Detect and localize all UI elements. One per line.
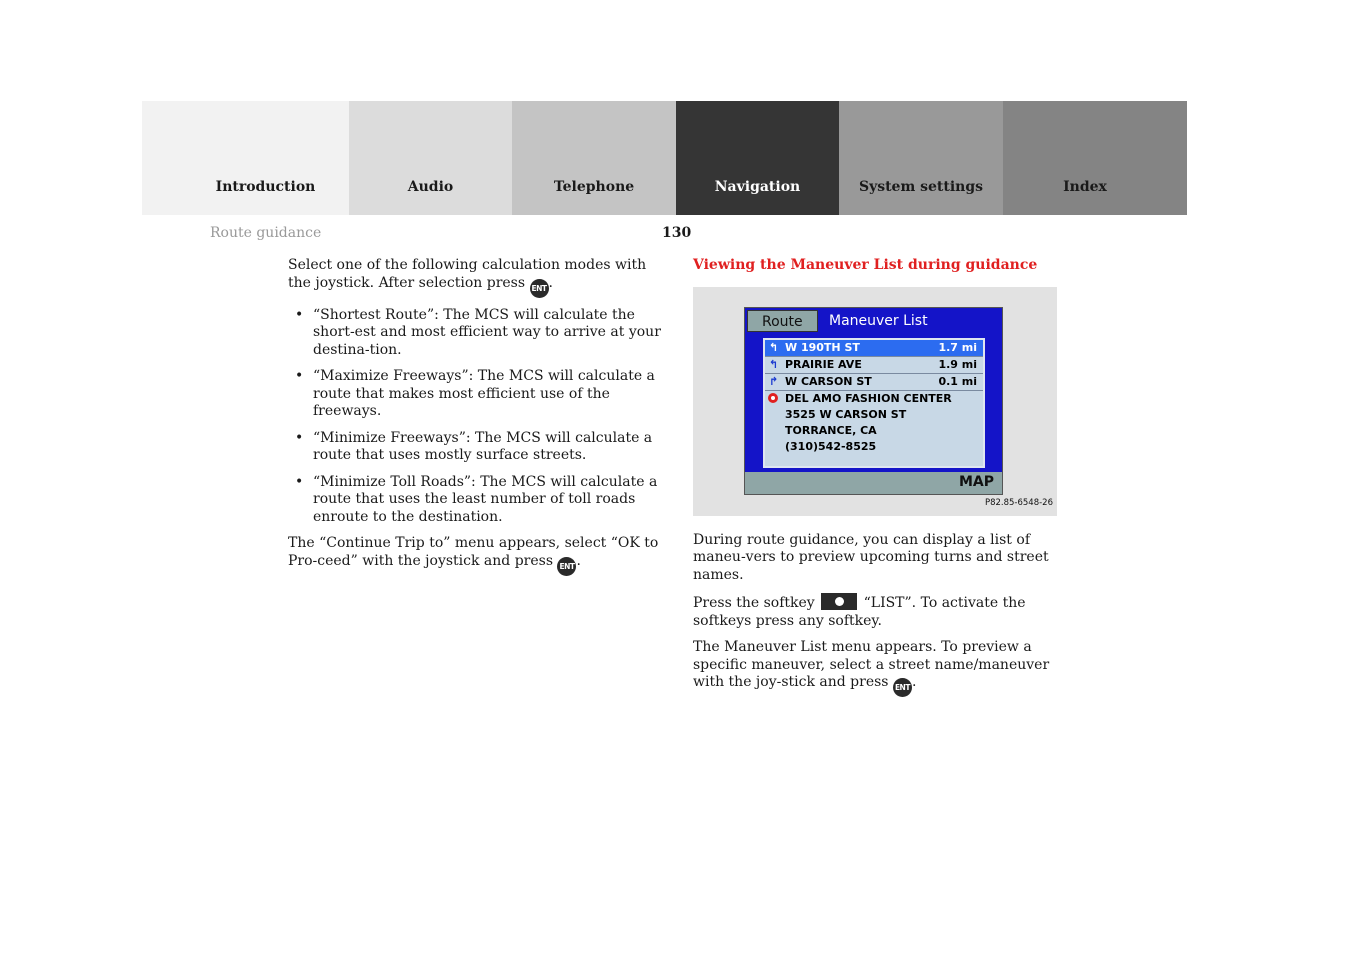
maneuver-street: W 190TH ST [785,340,860,354]
p3-text: The Maneuver List menu appears. To preview a specific maneuver, select a street name/maneuver with the joy-stick and press [693,639,1050,690]
list-item-text: “Minimize Freeways”: The MCS will calculate a route that uses mostly surface streets. [313,429,653,463]
nav-screen [744,307,1003,495]
figure-code: P82.85-6548-26 [984,498,1053,508]
screen-title: Maneuver List [829,312,928,329]
list-item: • “Maximize Freeways”: The MCS will calculate a route that makes most efficient use of the freeways. [295,368,655,419]
tab-index[interactable] [1003,101,1187,215]
tab-label: System settings [858,179,984,195]
maneuver-distance: 0.1 mi [938,374,977,388]
maneuver-list-figure [693,287,1057,516]
list-item-text: “Maximize Freeways”: The MCS will calculate a route that makes most efficient use of the freeways. [313,368,655,419]
p3-end: . [911,674,917,690]
tab-introduction[interactable] [142,101,349,215]
maneuver-distance: 1.9 mi [938,357,977,371]
route-button[interactable]: Route [747,310,818,332]
intro-end: . [548,274,553,291]
maneuver-distance: 1.7 mi [938,340,977,354]
tab-audio[interactable] [349,101,512,215]
paragraph-1: During route guidance, you can display a list of maneu-vers to preview upcoming turns and street names. [693,531,1049,583]
intro-paragraph [288,257,663,298]
softkey-bar [745,472,1002,494]
tab-label: Audio [407,179,454,195]
right-column [693,257,1063,706]
outro-paragraph [288,535,663,576]
tab-label: Index [1063,179,1107,195]
page-number: 130 [662,225,692,241]
tab-system-settings[interactable] [839,101,1003,215]
maneuver-row[interactable] [765,340,983,357]
list-item-text: “Minimize Toll Roads”: The MCS will calculate a route that uses the least number of toll roads enroute to the destination. [313,473,658,525]
mode-list [288,307,663,527]
destination-name: DEL AMO FASHION CENTER [785,391,952,405]
map-button[interactable]: MAP [958,474,994,490]
tab-label: Navigation [714,179,801,195]
chapter-tabs [142,101,1187,215]
section-title: Route guidance [210,225,322,241]
maneuver-row[interactable] [765,357,983,374]
list-item: • “Minimize Freeways”: The MCS will calculate a route that uses mostly surface streets. [295,429,653,463]
intro-text: Select one of the following calculation modes with the joystick. After selection press [288,257,647,291]
destination-street: 3525 W CARSON ST [785,407,907,421]
turn-left-icon: ↰ [769,357,779,371]
outro-text: The “Continue Trip to” menu appears, select “OK to Pro-ceed” with the joystick and press [288,535,659,569]
tab-telephone[interactable] [512,101,676,215]
destination-block[interactable] [765,391,983,455]
ent-button-icon: ENT [893,678,912,697]
list-item: • “Minimize Toll Roads”: The MCS will calculate a route that uses the least number of toll roads enroute to the destination. [295,473,658,525]
list-item-text: “Shortest Route”: The MCS will calculate the short-est and most efficient way to arrive at your destina-tion. [313,306,661,358]
maneuver-row[interactable] [765,374,983,391]
ent-button-icon: ENT [530,279,549,298]
ent-button-icon: ENT [557,557,576,576]
maneuver-street: PRAIRIE AVE [785,357,862,371]
paragraph-3 [693,639,1063,697]
maneuver-list [763,338,985,468]
tab-navigation[interactable] [676,101,839,215]
maneuver-street: W CARSON ST [785,374,872,388]
list-item: • “Shortest Route”: The MCS will calculate the short-est and most efficient way to arrive at your destina-tion. [295,306,661,358]
subsection-heading: Viewing the Maneuver List during guidance [693,257,1038,273]
destination-phone: (310)542-8525 [785,439,877,453]
tab-label: Telephone [553,179,635,195]
p2-text: Press the softkey [693,595,815,611]
softkey-icon [821,593,857,610]
turn-right-icon: ↱ [769,374,779,388]
outro-end: . [576,552,581,569]
p2-text-end: “LIST”. To activate the softkeys press any softkey. [693,595,1026,629]
destination-city: TORRANCE, CA [785,423,877,437]
tab-label: Introduction [215,179,316,195]
left-column [288,257,663,585]
turn-left-icon: ↰ [769,340,779,354]
paragraph-2 [693,593,1063,630]
destination-icon [768,393,778,403]
